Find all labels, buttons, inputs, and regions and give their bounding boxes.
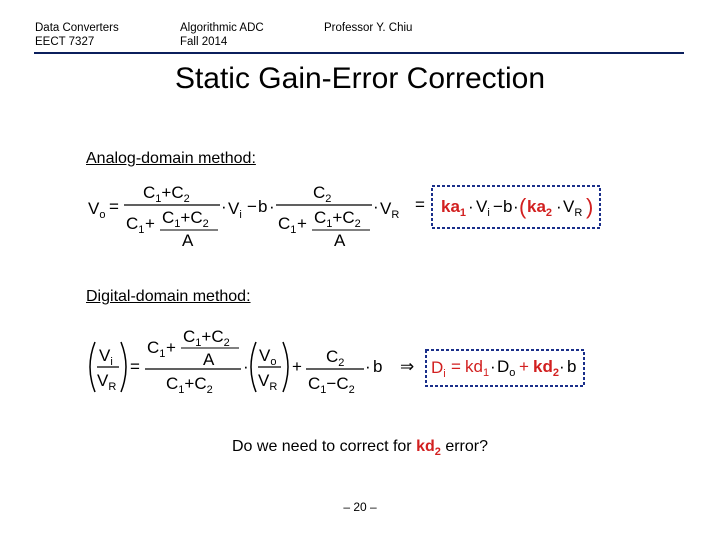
digital-di: $D_i$ [431,358,446,380]
question-text [0,438,720,458]
analog-ka1: $ka_1$ [441,197,467,219]
digital-result-b: b [567,357,577,376]
digital-vr-1: $V_R$ [97,371,117,393]
digital-do: $D_o$ [497,357,516,379]
topic-name: Algorithmic ADC [180,22,264,34]
page-number: – 20 – [343,500,377,514]
course-name: Data Converters [35,22,119,34]
digital-dot-4: · [559,357,565,376]
slide-title: Static Gain-Error Correction [174,62,546,95]
analog-eq-2: = [415,195,425,214]
analog-num2: $C_2$ [313,183,332,205]
analog-dot-6: · [556,197,562,216]
digital-num-plus: + [166,338,176,357]
analog-dot-4: · [468,197,474,216]
analog-minus-2: − [493,197,503,216]
analog-b: b [258,197,268,216]
digital-den2: $C_1-C_2$ [308,374,355,396]
question-before: Do we need to correct for [231,438,417,455]
digital-kd1: $kd_1$ [465,357,490,379]
digital-plus-2: + [519,357,529,376]
analog-den2-inner: $C_1+C_2$ [314,208,361,230]
analog-close-paren: ) [586,194,594,219]
digital-dot-2: · [365,357,371,376]
analog-heading: Analog-domain method: [86,150,256,167]
analog-den2-plus: + [297,214,307,233]
digital-b: b [373,357,383,376]
implies-arrow-icon: ⇒ [400,357,415,376]
analog-dot-2: · [269,197,275,216]
digital-num-a: A [203,350,215,369]
analog-den2-c1: $C_1$ [278,214,297,236]
digital-rparen-1 [121,342,126,392]
analog-num1: $C_1+C_2$ [143,183,190,205]
analog-minus-1: − [247,197,257,216]
digital-dot-3: · [490,357,496,376]
digital-num-inner: $C_1+C_2$ [183,327,230,349]
digital-vr-2: $V_R$ [258,371,278,393]
analog-ka2: $ka_2$ [527,197,553,219]
analog-den1-a: A [182,231,194,250]
digital-heading: Digital-domain method: [86,288,251,305]
digital-den1: $C_1+C_2$ [166,374,213,396]
analog-den2-a: A [334,231,346,250]
digital-plus-1: + [292,357,302,376]
question-highlight: $kd_2$ [416,438,441,459]
analog-vr: $V_R$ [380,199,400,221]
analog-vi: $V_i$ [228,199,242,221]
digital-vo: $V_o$ [259,346,277,368]
course-code: EECT 7327 [35,36,95,48]
analog-den1-plus: + [145,214,155,233]
analog-eq-1: = [109,197,119,216]
analog-result-vr: $V_R$ [563,197,583,219]
analog-den1-inner: $C_1+C_2$ [162,208,209,230]
author-name: Professor Y. Chiu [324,22,413,34]
semester: Fall 2014 [180,36,228,48]
digital-num2: $C_2$ [326,347,345,369]
analog-dot-5: · [513,197,519,216]
digital-num-c1: $C_1$ [147,338,166,360]
analog-den1-c1: $C_1$ [126,214,145,236]
analog-vo: $V_o$ [88,199,106,221]
analog-dot-3: · [373,197,379,216]
digital-eq-2: = [451,357,461,376]
digital-eq-1: = [130,357,140,376]
digital-kd2: $kd_2$ [533,357,559,379]
digital-lparen-1 [90,342,95,392]
analog-dot-1: · [221,197,227,216]
analog-result-vi: $V_i$ [476,197,490,219]
digital-vi: $V_i$ [99,346,113,368]
digital-dot-1: · [243,357,249,376]
analog-result-b: b [503,197,513,216]
digital-lparen-2 [251,342,256,392]
analog-open-paren: ( [519,194,527,219]
digital-rparen-2 [283,342,288,392]
question-after: error? [440,438,488,455]
